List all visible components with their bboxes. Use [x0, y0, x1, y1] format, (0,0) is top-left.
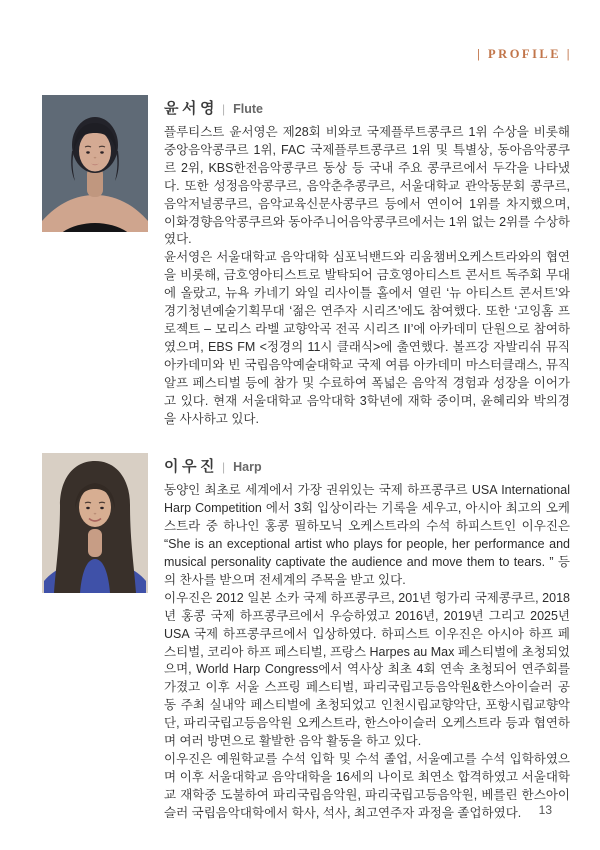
bio-paragraph: 플루티스트 윤서영은 제28회 비와코 국제플루트콩쿠르 1위 수상을 비롯해 중앙음악콩쿠르 1위, FAC 국제플루트콩쿠르 1위 및 특별상, 동아음악콩쿠르 2위, KBS한전음악콩쿠르 동상 등 국내 주요 콩쿠르에서 두각을 나타냈다. 또한 성정음악콩쿠르, 음악춘추콩쿠르, 서울대학교 관악동문회 콩쿠르, 음악저널콩쿠르, 음악교육신문사콩쿠르 등에서 연이어 1위를 차지했으며, 이화경향음악콩쿠르와 동아주니어음악콩쿠르에서는 1위 없는 2위를 수상하였다.: [164, 125, 570, 247]
instrument-label: Flute: [233, 102, 263, 116]
instrument-label: Harp: [233, 460, 262, 475]
performer-name: 윤서영: [164, 100, 218, 117]
profile-section-header: | PROFILE |: [477, 47, 572, 61]
performer-photo-harpist: [42, 453, 148, 593]
flutist-portrait-image: [42, 95, 148, 232]
profile-section-flute: [42, 95, 570, 428]
bio-paragraph: 윤서영은 서울대학교 음악대학 심포닉밴드와 리움챔버오케스트라와의 협연을 비롯해, 금호영아티스트로 발탁되어 금호영아티스트 콘서트 독주회 무대에 올랐고, 뉴욕 카네기 와일 리사이틀 홀에서 열린 ‘뉴 아티스트 콘서트’와 경기청년예술기획무대 ‘젊은 연주자 시리즈’에도 참여했다. 또한 ‘고잉홈 프로젝트 – 모리스 라벨 교향악곡 전곡 시리즈 II’에 아카데미 단원으로 참여하였으며, EBS FM <정경의 11시 클래식>에 출연했다. 볼프강 자발리쉬 뮤직아카데미와 빈 국립음악예술대학교 국제 여름 아카데미 마스터클래스, 뮤직알프 페스티벌 등에 참가 및 수료하여 폭넓은 음악적 경험과 성장을 이어가고 있다. 현재 서울대학교 음악대학 3학년에 재학 중이며, 윤혜리와 박의경을 사사하고 있다.: [164, 250, 570, 426]
name-row: [164, 455, 570, 476]
harpist-portrait-image: [42, 453, 148, 593]
bio-column: [164, 453, 570, 822]
performer-photo-flutist: [42, 95, 148, 232]
performer-name: 이우진: [164, 458, 218, 476]
bio-paragraph: 동양인 최초로 세계에서 가장 권위있는 국제 하프콩쿠르 USA International Harp Competition 에서 3회 입상이라는 기록을 세우고, 아시아 최고의 오케스트라 중 하나인 홍콩 필하모닉 오케스트라의 수석 하피스트인 이우진은 “She is an exceptional artist who plays for people, her performance and musical personality captivate the audience and move them to tears. ” 등의 찬사를 받으며 전세계의 주목을 받고 있다.: [164, 483, 570, 587]
profile-section-harp: [42, 453, 570, 822]
bio-paragraph: 이우진은 2012 일본 소카 국제 하프콩쿠르, 201년 헝가리 국제콩쿠르, 2018년 홍콩 국제 하프콩쿠르에서 우승하였고 2016년, 2019년 그리고 2025년 USA 국제 하프콩쿠르에서 입상하였다. 하피스트 이우진은 아시아 하프 페스티벌, 코리아 하프 페스티벌, 프랑스 Harpes au Max 페스티벌에 초청되었으며, World Harp Congress에서 역사상 최초 4회 연속 초청되어 연주회를 가졌고 이후 서울 스프링 페스티벌, 파리국립고등음악원&한스아이슬러 공동 주최 실내악 페스티벌에 초청되었고 인천시립교향악단, 포항시립교향악단, 파리국립고등음악원 오케스트라, 한스아이슬러 오케스트라 등과 협연하며 여러 방면으로 활발한 음악 활동을 하고 있다.: [164, 590, 570, 749]
name-instrument-divider: |: [221, 102, 226, 116]
page-number: 13: [538, 803, 552, 817]
name-row: [164, 97, 570, 118]
profiles-container: [42, 95, 570, 848]
bio-paragraph: 이우진은 예원학교를 수석 입학 및 수석 졸업, 서울예고를 수석 입학하였으며 이후 서울대학교 음악대학을 16세의 나이로 최연소 합격하였고 서울대학교 재학중 도불하여 파리국립음악원, 파리국립고등음악원, 베를린 한스아이슬러 국립음악대학에서 학사, 석사, 최고연주자 과정을 졸업하였다.: [164, 752, 570, 820]
bio-column: [164, 95, 570, 428]
name-instrument-divider: |: [221, 460, 226, 475]
